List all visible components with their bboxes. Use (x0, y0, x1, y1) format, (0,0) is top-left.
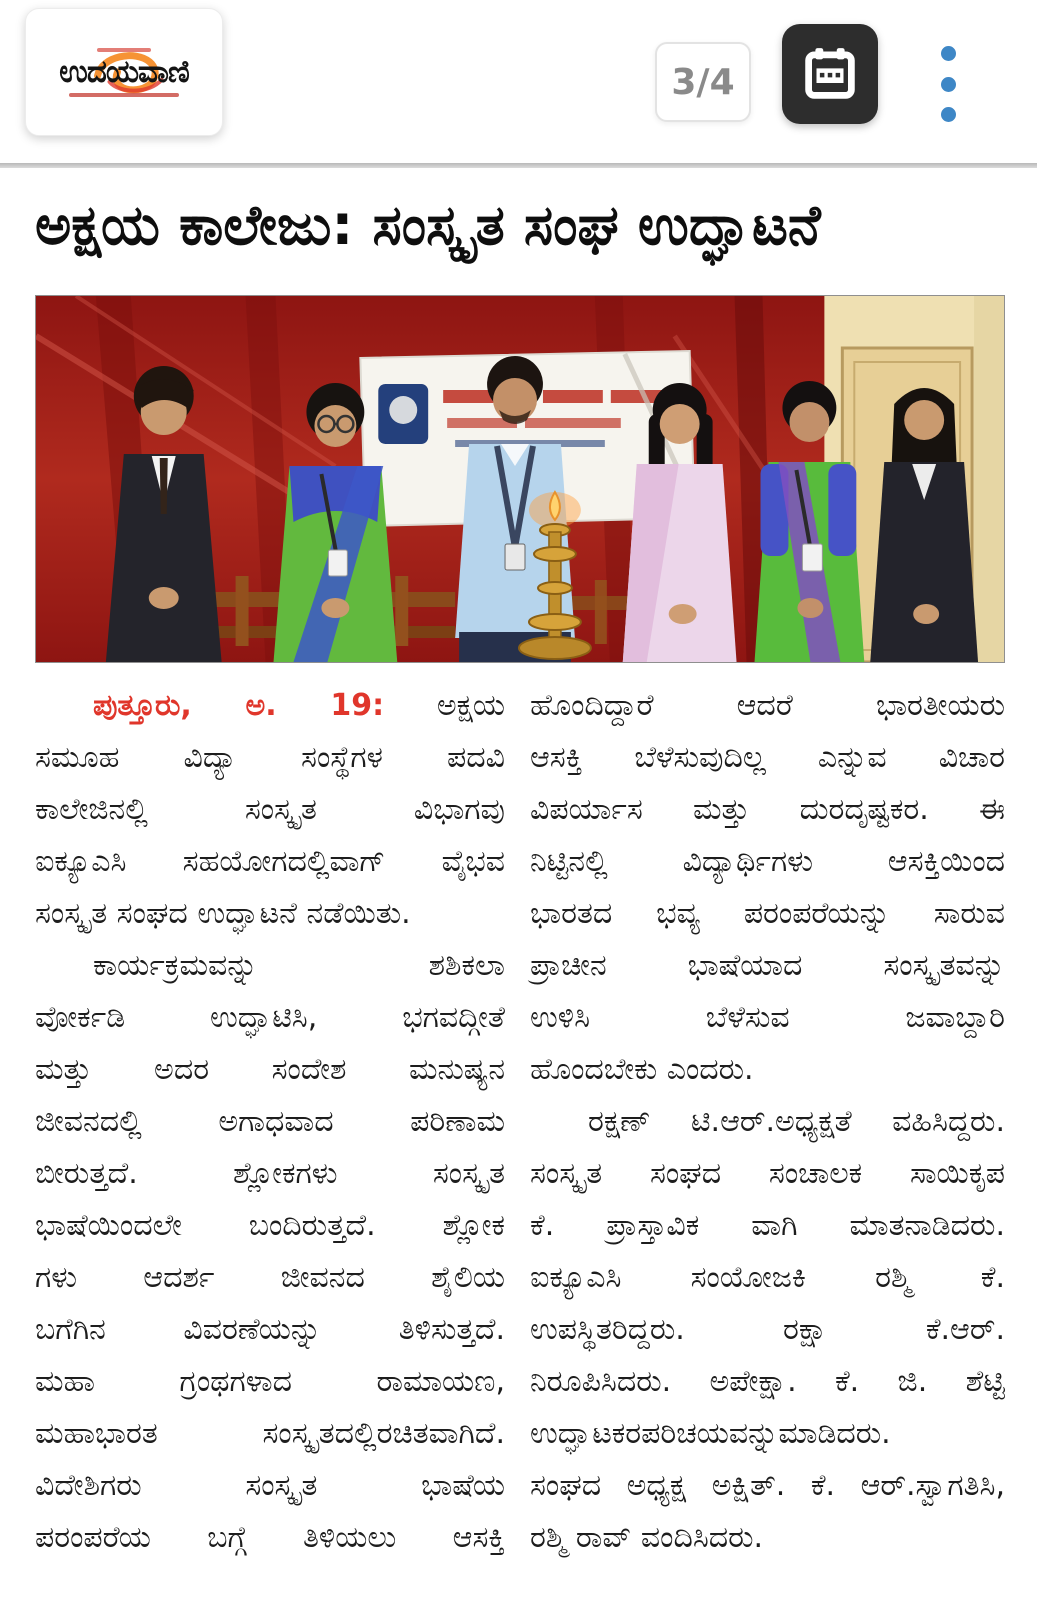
article-column-left (35, 680, 505, 1564)
article-text-line: ಗಳು ಆದರ್ಶ ಜೀವನದ ಶೈಲಿಯ (35, 1260, 505, 1295)
overflow-menu-button[interactable] (925, 44, 971, 124)
header-divider (0, 163, 1037, 168)
logo-tagline-top-decoration (97, 48, 151, 52)
article-text-line: ಸಂಘದ ಅಧ್ಯಕ್ಷ ಅಕ್ಷಿತ್. ಕೆ. ಆರ್.ಸ್ವಾಗತಿಸಿ, (530, 1468, 1005, 1503)
article-text-line: ಮಹಾ ಗ್ರಂಥಗಳಾದ ರಾಮಾಯಣ, (35, 1364, 505, 1399)
article-text-line: ವಿದೇಶಿಗರು ಸಂಸ್ಕೃತ ಭಾಷೆಯ (35, 1468, 505, 1503)
article-text-line: ಭಾರತದ ಭವ್ಯ ಪರಂಪರೆಯನ್ನು ಸಾರುವ (530, 896, 1005, 931)
article-text-line: ರಶ್ಮಿ ರಾವ್ ವಂದಿಸಿದರು. (530, 1520, 764, 1555)
article-text-line: ನಿರೂಪಿಸಿದರು. ಅಪೇಕ್ಷಾ. ಕೆ. ಜಿ. ಶೆಟ್ಟಿ (530, 1364, 1005, 1399)
article-text-line: ಪರಂಪರೆಯ ಬಗ್ಗೆ ತಿಳಿಯಲು ಆಸಕ್ತಿ (35, 1520, 505, 1555)
article-text-line: ನಿಟ್ಟಿನಲ್ಲಿ ವಿದ್ಯಾರ್ಥಿಗಳು ಆಸಕ್ತಿಯಿಂದ (530, 844, 1005, 879)
article-headline: ಅಕ್ಷಯ ಕಾಲೇಜು: ಸಂಸ್ಕೃತ ಸಂಘ ಉದ್ಘಾಟನೆ (35, 193, 821, 257)
calendar-icon (803, 47, 857, 101)
article-text-line: ಕಾಲೇಜಿನಲ್ಲಿ ಸಂಸ್ಕೃತ ವಿಭಾಗವು (35, 792, 505, 827)
article-text-line: ಹೊಂದಬೇಕು ಎಂದರು. (530, 1052, 754, 1087)
kebab-dot (941, 77, 956, 92)
article-text-line: ಉದ್ಘಾಟಕರಪರಿಚಯವನ್ನುಮಾಡಿದರು. (530, 1416, 891, 1451)
article-dateline: ಪುತ್ತೂರು, ಅ. 19: (93, 688, 385, 723)
article-text-line: ಪುತ್ತೂರು, ಅ. 19: ಅಕ್ಷಯ (93, 688, 505, 723)
page-indicator[interactable] (655, 42, 751, 122)
article-text-line: ಸಮೂಹ ವಿದ್ಯಾ ಸಂಸ್ಥೆಗಳ ಪದವಿ (35, 740, 505, 775)
article-text-line: ಪ್ರಾಚೀನ ಭಾಷೆಯಾದ ಸಂಸ್ಕೃತವನ್ನು (530, 948, 1005, 983)
article-text-line: ಭಾಷೆಯಿಂದಲೇ ಬಂದಿರುತ್ತದೆ. ಶ್ಲೋಕ (35, 1208, 505, 1243)
article-text-line: ಐಕ್ಯೂಎಸಿ ಸಹಯೋಗದಲ್ಲಿವಾಗ್ ವೈಭವ (35, 844, 505, 879)
article-text-line: ಬಗೆಗಿನ ವಿವರಣೆಯನ್ನು ತಿಳಿಸುತ್ತದೆ. (35, 1312, 505, 1347)
article-text-line: ಸಂಸ್ಕೃತ ಸಂಘದ ಉದ್ಘಾಟನೆ ನಡೆಯಿತು. (35, 896, 411, 931)
article-photo-illustration (36, 296, 1004, 662)
article-text-line: ಆಸಕ್ತಿ ಬೆಳೆಸುವುದಿಲ್ಲ ಎನ್ನುವ ವಿಚಾರ (530, 740, 1005, 775)
article-text-line: ಕೆ. ಪ್ರಾಸ್ತಾವಿಕ ವಾಗಿ ಮಾತನಾಡಿದರು. (530, 1208, 1005, 1243)
article-text-line: ಜೀವನದಲ್ಲಿ ಅಗಾಧವಾದ ಪರಿಣಾಮ (35, 1104, 505, 1139)
logo-tagline-bottom-decoration (69, 93, 179, 97)
article-text-line: ಹೊಂದಿದ್ದಾರೆ ಆದರೆ ಭಾರತೀಯರು (530, 688, 1005, 723)
article-text-line: ಬೀರುತ್ತದೆ. ಶ್ಲೋಕಗಳು ಸಂಸ್ಕೃತ (35, 1156, 505, 1191)
calendar-button[interactable] (782, 24, 878, 124)
article-text-line: ರಕ್ಷಣ್ ಟಿ.ಆರ್.ಅಧ್ಯಕ್ಷತೆ ವಹಿಸಿದ್ದರು. (588, 1104, 1005, 1139)
article-text-line: ಮಹಾಭಾರತ ಸಂಸ್ಕೃತದಲ್ಲಿರಚಿತವಾಗಿದೆ. (35, 1416, 505, 1451)
article-text-line: ಸಂಸ್ಕೃತ ಸಂಘದ ಸಂಚಾಲಕ ಸಾಯಿಕೃಪ (530, 1156, 1005, 1191)
article-text-line: ಐಕ್ಯೂಎಸಿ ಸಂಯೋಜಕಿ ರಶ್ಮಿ ಕೆ. (530, 1260, 1005, 1295)
kebab-dot (941, 107, 956, 122)
masthead-logo-inner (59, 46, 189, 99)
article-text-line: ಮತ್ತು ಅದರ ಸಂದೇಶ ಮನುಷ್ಯನ (35, 1052, 505, 1087)
logo-text: ಉದಯವಾಣಿ (59, 53, 189, 90)
article-column-right (530, 680, 1005, 1564)
article-text-line: ವಿಪರ್ಯಾಸ ಮತ್ತು ದುರದೃಷ್ಟಕರ. ಈ (530, 792, 1005, 827)
article-text-line: ಉಳಿಸಿ ಬೆಳೆಸುವ ಜವಾಬ್ದಾರಿ (530, 1000, 1005, 1035)
masthead-logo[interactable] (25, 8, 223, 136)
article-text-line: ಉಪಸ್ಥಿತರಿದ್ದರು. ರಕ್ಷಾ ಕೆ.ಆರ್. (530, 1312, 1005, 1347)
page-indicator-label: 3/4 (671, 61, 735, 103)
kebab-dot (941, 46, 956, 61)
article-photo (35, 295, 1005, 663)
article-text-line: ಕಾರ್ಯಕ್ರಮವನ್ನು ಶಶಿಕಲಾ (93, 948, 505, 983)
article-text-line: ವೋರ್ಕಡಿ ಉದ್ಘಾಟಿಸಿ, ಭಗವದ್ಗೀತೆ (35, 1000, 505, 1035)
